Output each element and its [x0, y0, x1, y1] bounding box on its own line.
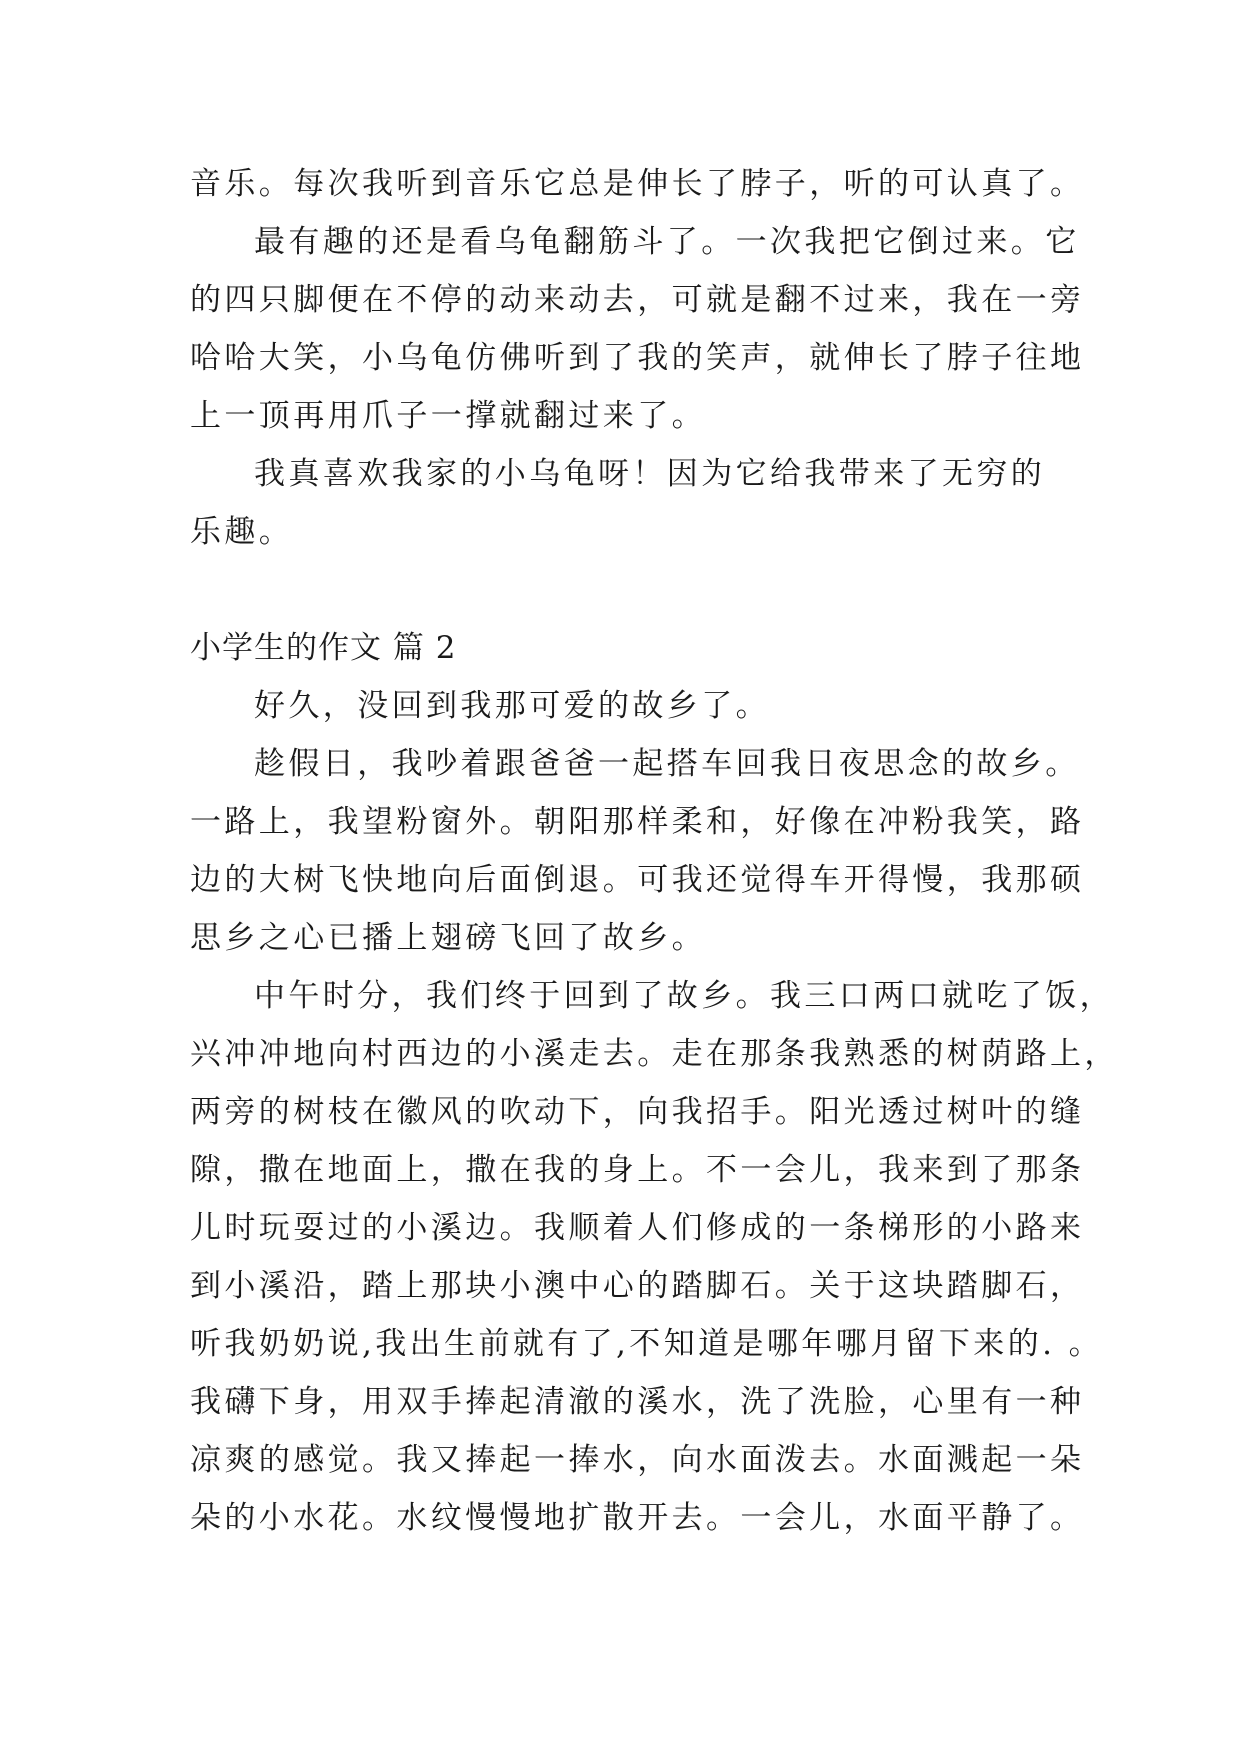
- text-line: 到小溪沿，踏上那块小澳中心的踏脚石。关于这块踏脚石，: [190, 1268, 1085, 1304]
- section-heading: 小学生的作文 篇 2: [190, 630, 457, 666]
- text-line: 凉爽的感觉。我又捧起一捧水，向水面泼去。水面溅起一朵: [190, 1442, 1085, 1478]
- text-line: 兴冲冲地向村西边的小溪走去。走在那条我熟悉的树荫路上，: [190, 1036, 1119, 1072]
- text-line: 中午时分，我们终于回到了故乡。我三口两口就吃了饭，: [254, 978, 1114, 1014]
- text-line: 我礴下身，用双手捧起清澈的溪水，洗了洗脸，心里有一种: [190, 1384, 1085, 1420]
- text-line: 的四只脚便在不停的动来动去，可就是翻不过来，我在一旁: [190, 282, 1085, 318]
- text-line: 思乡之心已播上翅磅飞回了故乡。: [190, 920, 706, 956]
- text-line: 边的大树飞快地向后面倒退。可我还觉得车开得慢，我那硕: [190, 862, 1085, 898]
- text-line: 哈哈大笑，小乌龟仿佛听到了我的笑声，就伸长了脖子往地: [190, 340, 1085, 376]
- text-line: 听我奶奶说,我出生前就有了,不知道是哪年哪月留下来的. 。: [190, 1326, 1104, 1362]
- text-line: 音乐。每次我听到音乐它总是伸长了脖子，听的可认真了。: [190, 166, 1085, 202]
- text-line: 趁假日，我吵着跟爸爸一起搭车回我日夜思念的故乡。: [254, 746, 1080, 782]
- text-line: 朵的小水花。水纹慢慢地扩散开去。一会儿，水面平静了。: [190, 1500, 1085, 1536]
- text-line: 两旁的树枝在徽风的吹动下，向我招手。阳光透过树叶的缝: [190, 1094, 1085, 1130]
- text-line: 我真喜欢我家的小乌龟呀！因为它给我带来了无穷的: [254, 456, 1046, 492]
- text-line: 上一顶再用爪子一撑就翻过来了。: [190, 398, 706, 434]
- text-line: 儿时玩耍过的小溪边。我顺着人们修成的一条梯形的小路来: [190, 1210, 1085, 1246]
- text-line: 好久，没回到我那可爱的故乡了。: [254, 688, 770, 724]
- text-line: 最有趣的还是看乌龟翻筋斗了。一次我把它倒过来。它: [254, 224, 1080, 260]
- text-line: 一路上，我望粉窗外。朝阳那样柔和，好像在冲粉我笑，路: [190, 804, 1085, 840]
- text-line: 隙，撒在地面上，撒在我的身上。不一会儿，我来到了那条: [190, 1152, 1085, 1188]
- text-line: 乐趣。: [190, 514, 294, 550]
